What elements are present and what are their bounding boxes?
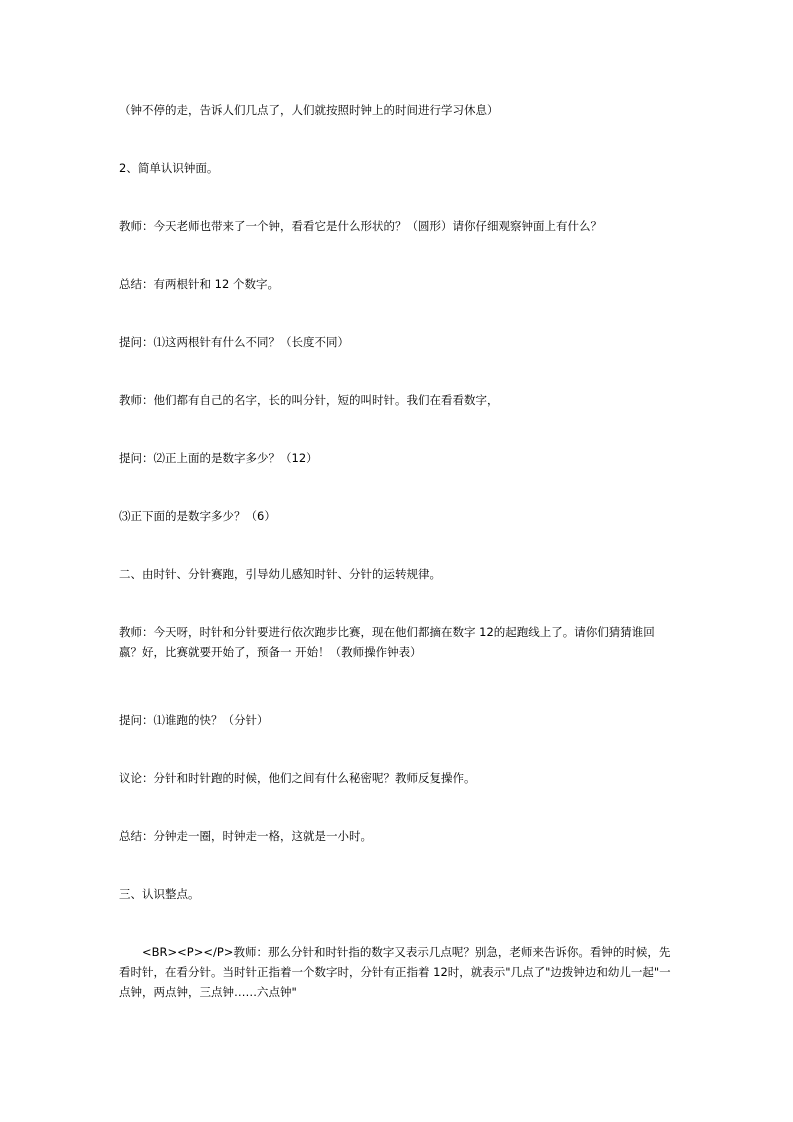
heading-recognize-clock-face: 2、简单认识钟面。 xyxy=(119,161,219,175)
paragraph-summary-hour: 总结：分钟走一圈，时钟走一格，这就是一小时。 xyxy=(119,829,372,843)
paragraph-question-3: ⑶正下面的是数字多少？（6） xyxy=(119,509,276,523)
paragraph-teacher-whole-hours: <BR><P></P>教师：那么分针和时针指的数字又表示几点呢？别急，老师来告诉你。看钟的时候，先看时针，在看分针。当时针正指着一个数字时，分针有正指着 12时，就表示"几点了"边拨钟边和幼儿一起"一点钟，两点钟，三点钟……六点钟" xyxy=(119,945,671,999)
paragraph-teacher-race: 教师：今天呀，时针和分针要进行依次跑步比赛，现在他们都摘在数字 12的起跑线上了。请你们猜猜谁回嬴？好，比赛就要开始了，预备一 开始！（教师操作钟表） xyxy=(119,625,655,659)
heading-section-three: 三、认识整点。 xyxy=(119,887,200,901)
paragraph-question-who-fast: 提问：⑴谁跑的快？（分针） xyxy=(119,713,269,727)
paragraph-teacher-shape: 教师：今天老师也带来了一个钟，看看它是什么形状的？（圆形）请你仔细观察钟面上有什么？ xyxy=(119,219,602,233)
paragraph-question-1: 提问：⑴这两根针有什么不同？（长度不同） xyxy=(119,335,349,349)
paragraph-summary-hands: 总结：有两根针和 12 个数字。 xyxy=(119,277,279,291)
paragraph-discussion: 议论：分针和时针跑的时候，他们之间有什么秘密呢？教师反复操作。 xyxy=(119,771,476,785)
heading-section-two: 二、由时针、分针赛跑，引导幼儿感知时针、分针的运转规律。 xyxy=(119,567,441,581)
paragraph-clock-explanation: （钟不停的走，告诉人们几点了，人们就按照时钟上的时间进行学习休息） xyxy=(119,103,499,117)
paragraph-question-2: 提问：⑵正上面的是数字多少？（12） xyxy=(119,451,318,465)
paragraph-teacher-names: 教师：他们都有自己的名字，长的叫分针，短的叫时针。我们在看看数字， xyxy=(119,393,499,407)
